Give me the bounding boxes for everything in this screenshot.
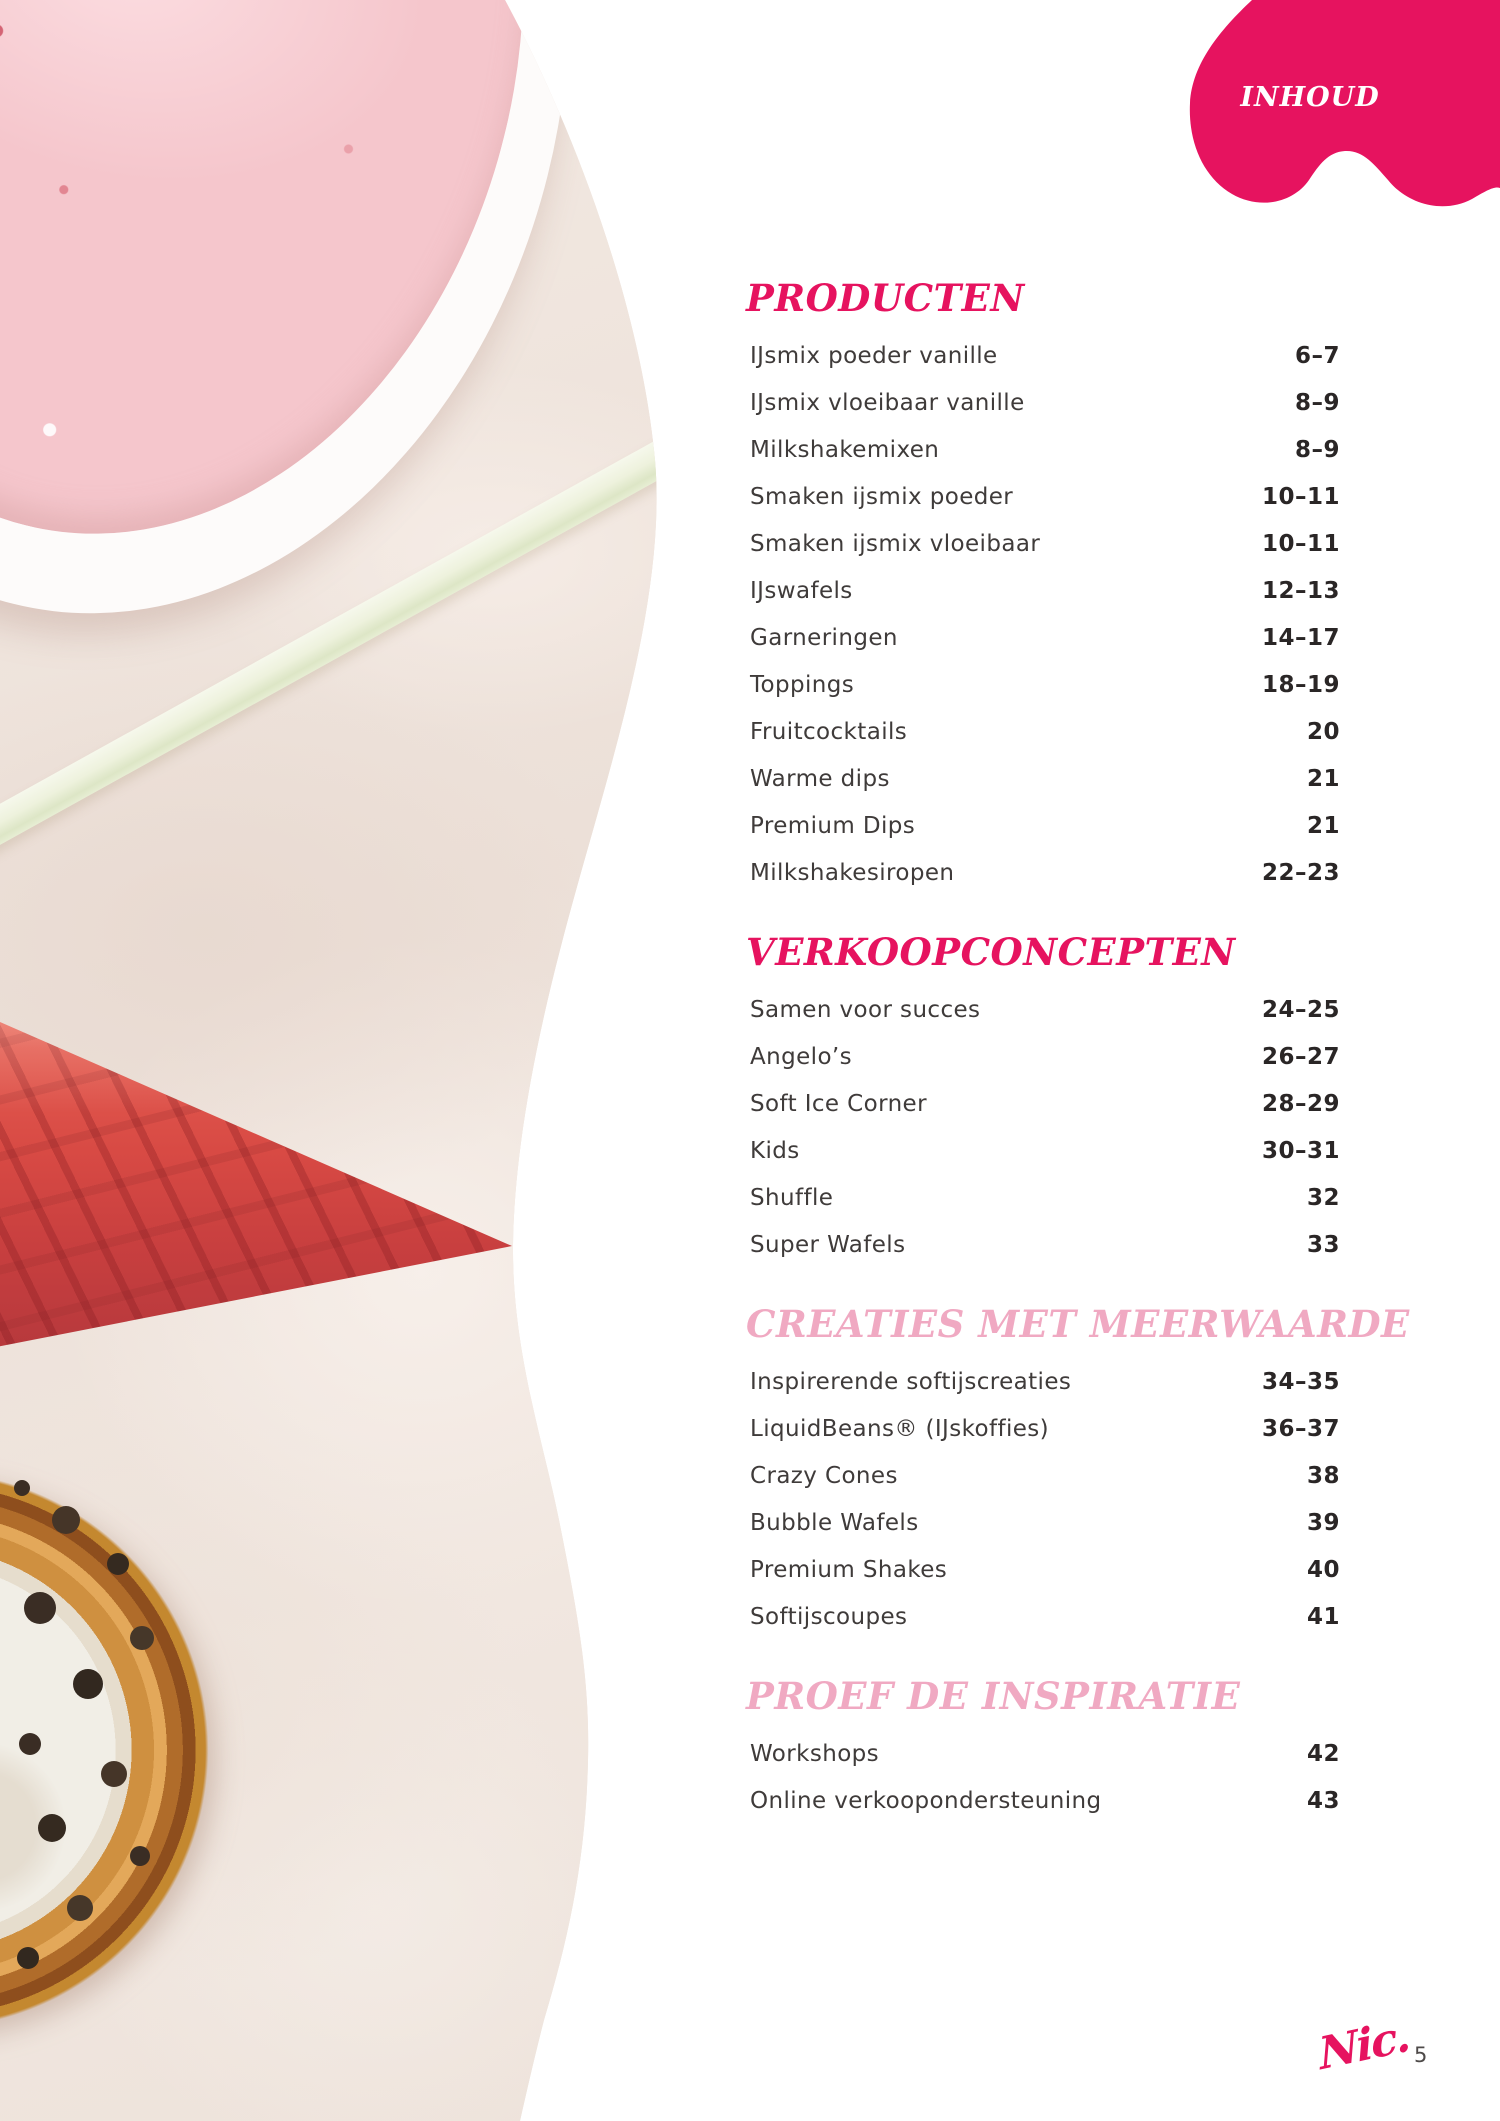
toc-entry-pages: 40 bbox=[1306, 1556, 1340, 1583]
toc-entry-pages: 10–11 bbox=[1261, 530, 1340, 557]
section-heading: VERKOOPCONCEPTEN bbox=[746, 930, 1236, 974]
toc-entry-label: Shuffle bbox=[750, 1184, 834, 1211]
toc-section bbox=[746, 1302, 1410, 1640]
toc-entry-pages: 36–37 bbox=[1261, 1415, 1340, 1442]
toc-entry-pages: 22–23 bbox=[1261, 859, 1340, 886]
toc-entry-label: Softijscoupes bbox=[750, 1603, 908, 1630]
toc-entry-pages: 6–7 bbox=[1294, 342, 1340, 369]
toc-row[interactable] bbox=[750, 1033, 1340, 1080]
toc-row[interactable] bbox=[750, 1405, 1340, 1452]
toc-row[interactable] bbox=[750, 1452, 1340, 1499]
toc-row[interactable] bbox=[750, 1174, 1340, 1221]
toc-entry-label: LiquidBeans® (IJskoffies) bbox=[750, 1415, 1050, 1442]
toc-row[interactable] bbox=[750, 379, 1340, 426]
toc-row[interactable] bbox=[750, 1730, 1340, 1777]
toc-entry-label: Inspirerende softijscreaties bbox=[750, 1368, 1072, 1395]
toc-entry-pages: 30–31 bbox=[1261, 1137, 1340, 1164]
photo-collage bbox=[0, 0, 680, 2121]
toc-entry-pages: 18–19 bbox=[1261, 671, 1340, 698]
toc-entry-pages: 32 bbox=[1306, 1184, 1340, 1211]
toc-entry-pages: 21 bbox=[1306, 765, 1340, 792]
section-rows bbox=[750, 1730, 1340, 1824]
toc-row[interactable] bbox=[750, 849, 1340, 896]
toc-entry-label: Smaken ijsmix poeder bbox=[750, 483, 1014, 510]
toc-row[interactable] bbox=[750, 520, 1340, 567]
toc-row[interactable] bbox=[750, 1777, 1340, 1824]
toc-row[interactable] bbox=[750, 1499, 1340, 1546]
toc-entry-pages: 43 bbox=[1306, 1787, 1340, 1814]
toc-entry-pages: 14–17 bbox=[1261, 624, 1340, 651]
toc-entry-label: Smaken ijsmix vloeibaar bbox=[750, 530, 1041, 557]
toc-entry-pages: 34–35 bbox=[1261, 1368, 1340, 1395]
toc-entry-pages: 41 bbox=[1306, 1603, 1340, 1630]
section-heading: PRODUCTEN bbox=[746, 276, 1025, 320]
toc-entry-pages: 8–9 bbox=[1294, 436, 1340, 463]
toc-entry-pages: 12–13 bbox=[1261, 577, 1340, 604]
toc-row[interactable] bbox=[750, 332, 1340, 379]
inhoud-title: INHOUD bbox=[1240, 82, 1380, 113]
toc bbox=[746, 276, 1410, 1860]
toc-entry-label: Angelo’s bbox=[750, 1043, 853, 1070]
toc-section bbox=[746, 276, 1340, 896]
toc-entry-label: Fruitcocktails bbox=[750, 718, 908, 745]
toc-entry-label: Premium Dips bbox=[750, 812, 916, 839]
toc-row[interactable] bbox=[750, 1127, 1340, 1174]
toc-row[interactable] bbox=[750, 567, 1340, 614]
pink-blob-shape bbox=[840, 0, 1500, 240]
toc-entry-label: Milkshakesiropen bbox=[750, 859, 955, 886]
toc-entry-pages: 10–11 bbox=[1261, 483, 1340, 510]
toc-row[interactable] bbox=[750, 708, 1340, 755]
toc-entry-pages: 39 bbox=[1306, 1509, 1340, 1536]
toc-section bbox=[746, 930, 1340, 1268]
toc-row[interactable] bbox=[750, 1593, 1340, 1640]
toc-entry-pages: 20 bbox=[1306, 718, 1340, 745]
toc-entry-pages: 8–9 bbox=[1294, 389, 1340, 416]
toc-entry-label: Kids bbox=[750, 1137, 800, 1164]
brand-logo: Nic. bbox=[1316, 2010, 1411, 2081]
toc-row[interactable] bbox=[750, 614, 1340, 661]
toc-entry-pages: 42 bbox=[1306, 1740, 1340, 1767]
toc-entry-label: Super Wafels bbox=[750, 1231, 906, 1258]
toc-entry-label: IJsmix poeder vanille bbox=[750, 342, 998, 369]
toc-row[interactable] bbox=[750, 1221, 1340, 1268]
section-rows bbox=[750, 986, 1340, 1268]
inhoud-corner-blob bbox=[840, 0, 1500, 240]
toc-entry-pages: 24–25 bbox=[1261, 996, 1340, 1023]
toc-row[interactable] bbox=[750, 1080, 1340, 1127]
toc-entry-pages: 33 bbox=[1306, 1231, 1340, 1258]
section-heading: PROEF DE INSPIRATIE bbox=[746, 1674, 1241, 1718]
toc-row[interactable] bbox=[750, 661, 1340, 708]
toc-entry-label: Workshops bbox=[750, 1740, 880, 1767]
toc-entry-label: Warme dips bbox=[750, 765, 890, 792]
toc-entry-label: Samen voor succes bbox=[750, 996, 981, 1023]
toc-entry-label: Premium Shakes bbox=[750, 1556, 948, 1583]
cookie-crumbs bbox=[14, 1480, 30, 1496]
toc-entry-pages: 28–29 bbox=[1261, 1090, 1340, 1117]
toc-row[interactable] bbox=[750, 473, 1340, 520]
toc-entry-pages: 38 bbox=[1306, 1462, 1340, 1489]
toc-row[interactable] bbox=[750, 1358, 1340, 1405]
section-rows bbox=[750, 332, 1340, 896]
toc-row[interactable] bbox=[750, 802, 1340, 849]
toc-row[interactable] bbox=[750, 426, 1340, 473]
toc-entry-label: Online verkoopondersteuning bbox=[750, 1787, 1102, 1814]
section-rows bbox=[750, 1358, 1340, 1640]
toc-entry-label: Garneringen bbox=[750, 624, 898, 651]
toc-entry-label: Soft Ice Corner bbox=[750, 1090, 927, 1117]
toc-row[interactable] bbox=[750, 986, 1340, 1033]
toc-entry-pages: 21 bbox=[1306, 812, 1340, 839]
toc-row[interactable] bbox=[750, 1546, 1340, 1593]
toc-section bbox=[746, 1674, 1340, 1824]
toc-entry-label: IJswafels bbox=[750, 577, 853, 604]
toc-entry-label: IJsmix vloeibaar vanille bbox=[750, 389, 1025, 416]
toc-entry-label: Milkshakemixen bbox=[750, 436, 940, 463]
page-number: 5 bbox=[1414, 2043, 1428, 2067]
section-heading: CREATIES MET MEERWAARDE bbox=[746, 1302, 1410, 1346]
toc-row[interactable] bbox=[750, 755, 1340, 802]
toc-entry-label: Bubble Wafels bbox=[750, 1509, 919, 1536]
toc-entry-label: Crazy Cones bbox=[750, 1462, 898, 1489]
toc-entry-pages: 26–27 bbox=[1261, 1043, 1340, 1070]
toc-entry-label: Toppings bbox=[750, 671, 855, 698]
